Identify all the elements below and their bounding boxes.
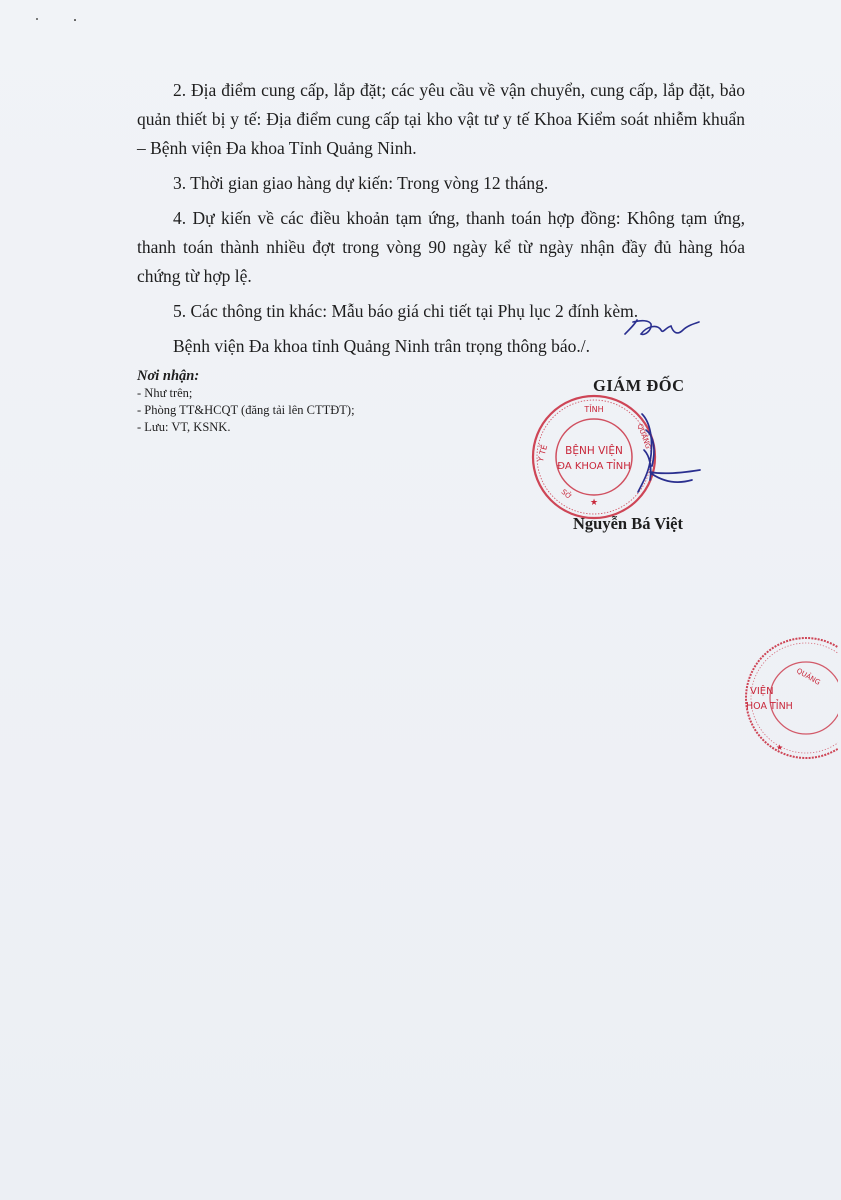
scan-speck (74, 19, 76, 21)
partial-seal-line-1: VIỆN (750, 686, 774, 697)
paragraph-payment-terms: 4. Dự kiến về các điều khoản tạm ứng, thanh toán hợp đồng: Không tạm ứng, thanh toán thành nhiều đợt trong vòng 90 ngày kể từ ngày nhận đầy đủ hàng hóa chứng từ hợp lệ. (137, 208, 745, 286)
paragraph-closing: Bệnh viện Đa khoa tỉnh Quảng Ninh trân trọng thông báo./. (173, 336, 591, 356)
paragraph-location: 2. Địa điểm cung cấp, lắp đặt; các yêu cầu về vận chuyển, cung cấp, lắp đặt, bảo quản thiết bị y tế: Địa điểm cung cấp tại kho vật tư y tế Khoa Kiểm soát nhiễm khuẩn – Bệnh viện Đa khoa Tỉnh Quảng Ninh. (137, 80, 745, 158)
partial-seal (738, 632, 838, 764)
seal-line-2: ĐA KHOA TỈNH (557, 461, 631, 472)
signer-name: Nguyễn Bá Việt (573, 514, 684, 533)
seal-star-icon: ★ (589, 498, 599, 508)
seal-star-icon: ★ (776, 743, 784, 752)
recipients-heading: Nơi nhận: (137, 368, 200, 384)
paragraph-delivery-time: 3. Thời gian giao hàng dự kiến: Trong vòng 12 tháng. (173, 173, 549, 193)
signer-role: GIÁM ĐỐC (593, 376, 685, 395)
seal-line-1: BỆNH VIỆN (565, 445, 623, 457)
seal-ring-left: Y TẾ (535, 443, 550, 463)
paragraph-other-info: 5. Các thông tin khác: Mẫu báo giá chi tiết tại Phụ lục 2 đính kèm. (173, 301, 639, 321)
partial-seal-ring: QUẢNG (795, 666, 822, 687)
recipients-block (137, 368, 437, 436)
recipient-item: - Lưu: VT, KSNK. (137, 420, 231, 434)
seal-ring-bottom: SỞ (559, 487, 574, 502)
seal-ring-top: TỈNH (584, 405, 604, 414)
partial-seal-line-2: HOA TỈNH (746, 701, 793, 712)
handwritten-signature (620, 410, 710, 500)
recipient-item: - Phòng TT&HCQT (đăng tải lên CTTĐT); (137, 403, 355, 417)
scan-speck (36, 18, 38, 20)
handwritten-initial (621, 314, 701, 344)
recipient-item: - Như trên; (137, 386, 193, 400)
seal-ring-right: QUẢNG (635, 422, 653, 450)
